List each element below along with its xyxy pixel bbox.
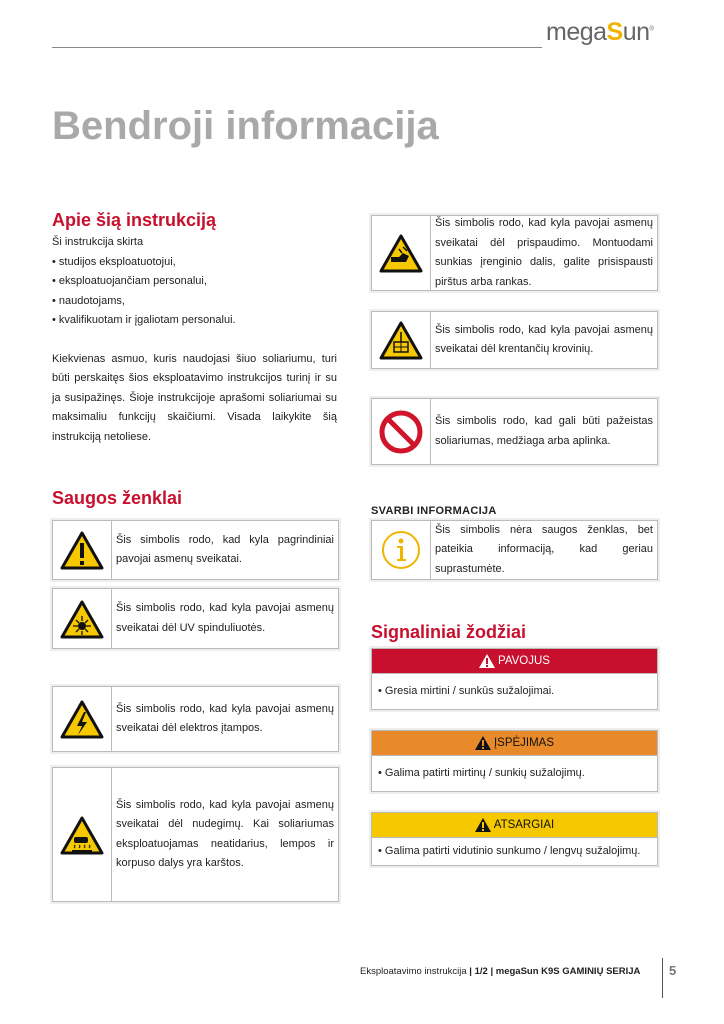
list-item: • kvalifikuotam ir įgaliotam personalui.: [52, 314, 236, 326]
signal-text: • Galima patirti vidutinio sunkumo / lengvų sužalojimų.: [372, 837, 657, 865]
sign-text: Šis simbolis rodo, kad gali būti pažeistas soliariumas, medžiaga arba aplinka.: [435, 415, 653, 447]
safety-sign-general: [52, 520, 339, 580]
page-number: 5: [669, 963, 677, 978]
falling-load-icon: [372, 312, 431, 368]
important-info-box: [371, 520, 658, 580]
warning-icon: [475, 818, 491, 832]
safety-sign-hot: [52, 767, 339, 902]
signal-label: ATSARGIAI: [493, 819, 555, 831]
about-intro: Ši instrukcija skirta: [52, 236, 144, 248]
megasun-logo: megaSun®: [546, 18, 654, 46]
signal-pavojus: [371, 648, 658, 710]
safety-sign-uv: [52, 588, 339, 649]
signal-text: • Gresia mirtini / sunkūs sužalojimai.: [372, 673, 657, 709]
safety-heading: Saugos ženklai: [52, 488, 183, 508]
warning-icon: [479, 654, 495, 668]
sign-text: Šis simbolis rodo, kad kyla pavojai asmenų sveikatai dėl UV spinduliuotės.: [116, 602, 334, 634]
signal-label: ĮSPĖJIMAS: [493, 737, 555, 749]
info-text: Šis simbolis nėra saugos ženklas, bet pateikia informaciją, kad geriau suprastumėte.: [435, 523, 653, 575]
safety-sign-electric: [52, 686, 339, 752]
general-warning-icon: [53, 521, 112, 579]
warning-icon: [475, 736, 491, 750]
list-item: • naudotojams,: [52, 294, 125, 307]
sign-text: Šis simbolis rodo, kad kyla pavojai asmenų sveikatai dėl krentančių krovinių.: [435, 323, 653, 355]
signal-ispejimas: [371, 730, 658, 792]
list-item: • eksploatuojančiam personalui,: [52, 275, 207, 287]
footer-divider: [662, 958, 663, 998]
footer-text: Eksploatavimo instrukcija | 1/2 | megaSun K9S GAMINIŲ SERIJA: [360, 966, 641, 977]
prohibition-icon: [372, 399, 431, 464]
list-item: • studijos eksploatuotojui,: [52, 255, 176, 268]
uv-radiation-icon: [53, 589, 112, 648]
safety-sign-crush: [371, 215, 658, 291]
important-heading: SVARBI INFORMACIJA: [371, 505, 497, 517]
safety-sign-prohibition: [371, 398, 658, 465]
about-paragraph: Kiekvienas asmuo, kuris naudojasi šiuo soliariumu, turi būti perskaitęs šios eksploatavimo instrukcijos turinį ir su ja susipažinęs. Šioje instrukcijoje aprašomi soliariumai su maksimaliu funkcijų skaičiumi. Visada laikykite šią instrukciją netoliese.: [52, 352, 337, 443]
hot-surface-icon: [53, 768, 112, 901]
signal-heading: Signaliniai žodžiai: [371, 622, 527, 642]
header-rule: [52, 47, 542, 48]
sign-text: Šis simbolis rodo, kad kyla pagrindiniai pavojai asmenų sveikatai.: [116, 533, 334, 565]
safety-sign-falling-load: [371, 311, 658, 369]
info-icon: [372, 521, 431, 579]
about-heading: Apie šią instrukciją: [52, 210, 217, 230]
about-section: [52, 233, 337, 447]
signal-text: • Galima patirti mirtinų / sunkių sužalojimų.: [372, 755, 657, 791]
crush-hazard-icon: [372, 216, 431, 290]
electric-voltage-icon: [53, 687, 112, 751]
signal-label: PAVOJUS: [498, 655, 550, 667]
page-title: Bendroji informacija: [52, 104, 439, 148]
sign-text: Šis simbolis rodo, kad kyla pavojai asmenų sveikatai dėl nudegimų. Kai soliariumas eksploatuojamas neatidarius, lempos ir korpuso dalys yra karštos.: [116, 798, 334, 869]
sign-text: Šis simbolis rodo, kad kyla pavojai asmenų sveikatai dėl elektros įtampos.: [116, 702, 334, 734]
sign-text: Šis simbolis rodo, kad kyla pavojai asmenų sveikatai dėl prispaudimo. Montuodami sunkias įrenginio dalis, galite prisispausti pirštus arba rankas.: [435, 217, 653, 288]
signal-atsargiai: [371, 812, 658, 866]
